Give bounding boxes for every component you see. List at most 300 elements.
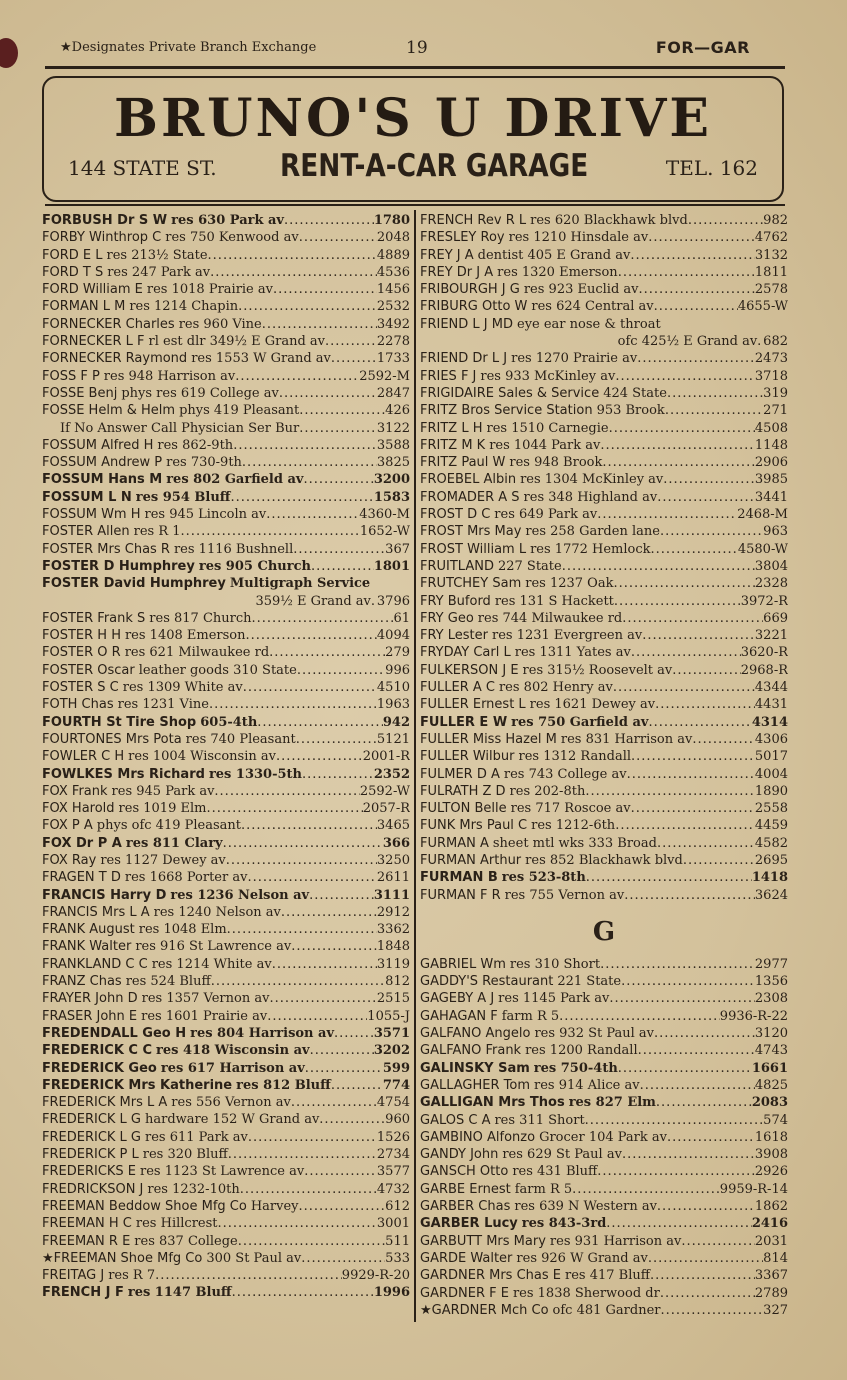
leader-dots	[310, 1042, 374, 1059]
leader-dots	[654, 298, 738, 315]
listing-detail: res 1312 Randall	[518, 749, 632, 765]
page-number: 19	[406, 38, 428, 58]
listing-detail: res 629 St Paul av	[502, 1147, 622, 1163]
listing-entry	[42, 437, 410, 454]
listing-name: FREDENDALL Geo H	[42, 1025, 187, 1041]
listing-detail: res 811 Clary	[125, 835, 223, 851]
leader-dots	[585, 1112, 764, 1129]
leader-dots	[600, 956, 755, 973]
leader-dots	[661, 1302, 764, 1319]
listing-detail: res 258 Garden lane	[525, 524, 660, 540]
phone-number: 4889	[376, 247, 410, 263]
listing-name: FRIBURG Otto W	[420, 299, 528, 315]
leader-dots	[639, 281, 755, 298]
phone-number: 3132	[754, 247, 788, 263]
listing-name: GANDY John	[420, 1147, 499, 1163]
listing-detail: res 802 Henry av	[498, 680, 613, 696]
listing-name: FROST William L	[420, 541, 527, 557]
listing-detail: ofc 481 Gardner	[552, 1302, 661, 1318]
page-range: FOR—GAR	[655, 38, 750, 57]
phone-number: 3111	[373, 887, 410, 903]
phone-number: 3577	[376, 1164, 410, 1180]
listing-name: ★GARDNER Mch Co	[420, 1302, 549, 1318]
phone-number: 3221	[754, 628, 788, 644]
listing-entry	[42, 731, 410, 748]
listing-name: FOX Dr P A	[42, 835, 122, 851]
leader-dots	[624, 887, 755, 904]
leader-dots	[242, 454, 377, 471]
listing-detail: res 311 Short	[494, 1112, 585, 1128]
listing-name: GAHAGAN F	[420, 1008, 498, 1024]
phone-number: 1661	[751, 1060, 788, 1076]
listing-entry	[42, 1267, 410, 1284]
listing-detail: res 523-8th	[501, 870, 586, 886]
phone-number: 1148	[754, 437, 788, 453]
phone-number: 669	[763, 610, 788, 626]
phone-number: 3492	[376, 316, 410, 332]
phone-number: 4536	[376, 264, 410, 280]
listing-entry	[42, 575, 410, 592]
phone-number: 2328	[754, 576, 788, 592]
phone-number: 1733	[376, 351, 410, 367]
phone-number: 1055-J	[367, 1008, 410, 1024]
listing-entry	[42, 506, 410, 523]
listing-detail: res 817 Church	[149, 610, 252, 626]
listing-entry	[42, 973, 410, 990]
leader-dots	[559, 1008, 720, 1025]
phone-number: 4825	[754, 1077, 788, 1093]
phone-number: 963	[763, 524, 788, 540]
phone-number: 1801	[373, 558, 410, 574]
listing-entry	[42, 1284, 410, 1301]
listing-entry	[42, 316, 410, 333]
listing-name: FRITZ Paul W	[420, 455, 506, 471]
phone-number: 574	[763, 1112, 788, 1128]
listing-entry	[420, 1163, 788, 1180]
listing-detail: res 852 Blackhawk blvd	[525, 852, 683, 868]
listing-name: FOSTER Frank S	[42, 610, 146, 626]
listing-detail: res 1621 Dewey av	[529, 697, 656, 713]
listing-entry	[420, 1025, 788, 1042]
leader-dots	[618, 264, 755, 281]
listing-entry	[42, 1042, 410, 1059]
listing-detail: eye ear nose & throat	[517, 316, 661, 332]
listing-detail: res 1210 Hinsdale av	[508, 230, 649, 246]
phone-number: 2847	[376, 385, 410, 401]
listing-entry	[420, 1129, 788, 1146]
leader-dots	[622, 610, 763, 627]
listing-detail: res 837 College	[134, 1233, 238, 1249]
leader-dots	[246, 627, 377, 644]
listing-name: FREDERICK L G	[42, 1112, 141, 1128]
listing-detail: res 620 Blackhawk blvd	[530, 213, 688, 228]
leader-dots	[209, 696, 377, 713]
phone-number: 2912	[376, 904, 410, 920]
listing-entry	[42, 1215, 410, 1232]
phone-number: 1356	[754, 974, 788, 990]
phone-number: 1618	[754, 1129, 788, 1145]
listing-detail: res 1320 Emerson	[497, 264, 618, 280]
listing-name: GAMBINO Alfonzo	[420, 1129, 536, 1145]
phone-number: 1652-W	[359, 524, 410, 540]
listing-detail: res 960 Vine	[178, 316, 262, 332]
listing-detail: res 1309 White av	[122, 680, 243, 696]
listing-detail: res 431 Bluff	[512, 1164, 598, 1180]
listing-entry	[420, 1267, 788, 1284]
leader-dots	[305, 1060, 383, 1077]
listing-name: FRITZ Bros Service Station	[420, 403, 593, 419]
listing-entry	[42, 627, 410, 644]
phone-number: 3250	[376, 852, 410, 868]
listing-name: GARBUTT Mrs Mary	[420, 1233, 546, 1249]
listing-name: FRUITLAND	[420, 558, 494, 574]
listing-detail: 424 State	[603, 385, 667, 401]
leader-dots	[248, 1129, 377, 1146]
leader-dots	[614, 593, 741, 610]
listing-entry	[420, 368, 788, 385]
leader-dots	[688, 212, 763, 229]
listing-detail: res R 7	[108, 1268, 156, 1284]
listing-name: FREDERICKS E	[42, 1164, 137, 1180]
listing-detail: res 954 Bluff	[135, 489, 231, 505]
listing-detail: Harvey	[250, 1198, 299, 1214]
listing-name: FOSTER David Humphrey	[42, 576, 226, 592]
leader-dots	[683, 852, 755, 869]
listing-entry	[42, 333, 410, 350]
listing-name: FRANK August	[42, 922, 135, 938]
listing-detail: res 1311 Yates av	[514, 645, 631, 661]
leader-dots	[252, 610, 394, 627]
leader-dots	[663, 471, 755, 488]
listing-entry	[420, 1250, 788, 1267]
listing-detail: 359½ E Grand av	[255, 593, 371, 609]
leader-dots	[615, 368, 755, 385]
right-column	[420, 212, 788, 1319]
listing-detail: res 750 Kenwood av	[165, 230, 299, 246]
listing-name: FORD T S	[42, 264, 104, 280]
leader-dots	[238, 298, 377, 315]
listing-detail: res 914 Alice av	[534, 1077, 640, 1093]
listing-detail: res 802 Garfield av	[166, 472, 304, 488]
leader-dots	[214, 783, 359, 800]
listing-name: FURMAN B	[420, 870, 498, 886]
listing-entry	[42, 800, 410, 817]
phone-number: 4762	[754, 230, 788, 246]
listing-detail: res 1270 Prairie av	[511, 351, 638, 367]
leader-dots	[606, 1215, 752, 1232]
phone-number: 2057-R	[362, 801, 410, 817]
listing-name: FREEMAN Beddow Shoe Mfg Co	[42, 1198, 247, 1214]
listing-detail: res 556 Vernon av	[171, 1095, 291, 1111]
listing-entry	[420, 766, 788, 783]
listing-name: FREDERICK P L	[42, 1147, 139, 1163]
listing-entry	[420, 471, 788, 488]
listing-name: FRAYER John D	[42, 991, 138, 1007]
listing-name: FOURTONES Mrs Pota	[42, 731, 182, 747]
leader-dots	[226, 852, 377, 869]
listing-detail: res 923 Euclid av	[523, 282, 639, 298]
listing-name: FOX Harold	[42, 801, 115, 817]
leader-dots	[586, 869, 752, 886]
phone-number: 3367	[754, 1268, 788, 1284]
leader-dots	[630, 247, 755, 264]
listing-detail: res 717 Roscoe av	[510, 801, 631, 817]
phone-number: 682	[763, 334, 788, 350]
listing-name: GARBE Ernest	[420, 1181, 511, 1197]
listing-name: FOSTER D Humphrey	[42, 558, 195, 574]
listing-name: FROST Mrs May	[420, 524, 522, 540]
listing-entry	[420, 489, 788, 506]
listing-detail: res 213½ State	[106, 247, 208, 263]
listing-entry	[42, 1111, 410, 1128]
listing-name: FORNECKER Charles	[42, 316, 175, 332]
phone-number: 2416	[751, 1216, 788, 1232]
leader-dots	[279, 385, 377, 402]
listing-entry	[42, 264, 410, 281]
leader-dots	[238, 1233, 385, 1250]
listing-entry	[420, 1302, 788, 1319]
listing-detail: res 1019 Elm	[118, 801, 207, 817]
listing-name: FORNECKER L F	[42, 334, 145, 350]
phone-number: 982	[763, 213, 788, 228]
leader-dots	[572, 1181, 720, 1198]
listing-name: FOWLKES Mrs Richard	[42, 766, 205, 782]
header-rule	[45, 66, 785, 69]
phone-number: 271	[763, 403, 788, 419]
listing-entry	[42, 1181, 410, 1198]
left-column	[42, 212, 410, 1302]
phone-number: 2926	[754, 1164, 788, 1180]
listing-detail: res 812 Bluff	[236, 1077, 331, 1093]
leader-dots	[208, 247, 377, 264]
leader-dots	[241, 817, 377, 834]
listing-name: FURMAN F R	[420, 887, 501, 903]
leader-dots	[228, 1146, 377, 1163]
phone-number: 4580-W	[737, 541, 788, 557]
phone-number: 3718	[754, 368, 788, 384]
listing-entry	[42, 350, 410, 367]
listing-entry	[420, 644, 788, 661]
listing-detail: res 624 Central av	[531, 299, 654, 315]
phone-number: 4743	[754, 1043, 788, 1059]
leader-dots	[281, 904, 377, 921]
listing-name: GALOS C A	[420, 1112, 491, 1128]
leader-dots	[272, 956, 377, 973]
phone-number: 2592-M	[359, 368, 410, 384]
listing-name: FRANCIS Mrs L A	[42, 904, 150, 920]
listing-entry	[42, 817, 410, 834]
listing-detail: res 945 Park av	[111, 783, 215, 799]
listing-entry	[42, 869, 410, 886]
phone-number: 3122	[376, 420, 410, 436]
listing-name: FREDERICK C C	[42, 1043, 153, 1059]
listing-name: FRANKLAND C C	[42, 956, 148, 972]
listing-detail: res 931 Harrison av	[549, 1233, 682, 1249]
listing-detail: res 1237 Oak	[525, 576, 614, 592]
listing-entry	[420, 748, 788, 765]
listing-detail: res 755 Vernon av	[504, 887, 625, 903]
listing-detail: res Hillcrest	[135, 1216, 218, 1232]
listing-detail: res 1553 W Grand av	[191, 351, 331, 367]
phone-number: 2695	[754, 852, 788, 868]
listing-detail: hardware 152 W Grand av	[145, 1112, 320, 1128]
phone-number: 2001-R	[362, 749, 410, 765]
listing-entry	[420, 212, 788, 229]
listing-name: FURMAN Arthur	[420, 852, 522, 868]
listing-name: FULLER Ernest L	[420, 697, 526, 713]
listing-name: FRASER John E	[42, 1008, 138, 1024]
phone-number: 2031	[754, 1233, 788, 1249]
listing-entry	[420, 575, 788, 592]
leader-dots	[296, 731, 377, 748]
leader-dots	[665, 402, 763, 419]
binding-hole	[0, 38, 18, 68]
phone-number: 3624	[754, 887, 788, 903]
leader-dots	[681, 1233, 755, 1250]
leader-dots	[692, 731, 755, 748]
listing-name: FORD E L	[42, 247, 103, 263]
listing-name: FRY Geo	[420, 610, 474, 626]
listing-detail: res 202-8th	[509, 783, 586, 799]
phone-number: 367	[385, 541, 410, 557]
listing-detail: res 320 Bluff	[142, 1147, 228, 1163]
listing-entry	[420, 229, 788, 246]
listing-name: FRIES F J	[420, 368, 477, 384]
leader-dots	[331, 350, 377, 367]
listing-name: GABRIEL Wm	[420, 956, 506, 972]
phone-number: 2468-M	[737, 507, 788, 523]
listing-entry	[42, 835, 410, 852]
leader-dots	[657, 489, 755, 506]
listing-entry	[420, 593, 788, 610]
listing-entry	[42, 1163, 410, 1180]
listing-name: FREDRICKSON J	[42, 1181, 144, 1197]
listing-entry	[42, 1198, 410, 1215]
phone-number: 942	[382, 714, 410, 730]
listing-name: GANSCH Otto	[420, 1164, 509, 1180]
listing-entry	[42, 489, 410, 506]
listing-entry	[420, 316, 788, 333]
phone-number: 1890	[754, 783, 788, 799]
listing-name: FRENCH J F	[42, 1285, 124, 1301]
phone-number: 4754	[376, 1095, 410, 1111]
leader-dots	[243, 679, 377, 696]
right-column-f-listings	[420, 212, 788, 904]
listing-detail: res 862-9th	[157, 437, 234, 453]
listing-entry	[420, 1233, 788, 1250]
leader-dots	[660, 523, 763, 540]
listing-entry	[420, 696, 788, 713]
leader-dots	[284, 212, 374, 229]
listing-name: FORNECKER Raymond	[42, 351, 188, 367]
phone-number: 2906	[754, 455, 788, 471]
leader-dots	[638, 1042, 755, 1059]
listing-detail: res 843-3rd	[521, 1216, 607, 1232]
leader-dots	[299, 1198, 386, 1215]
leader-dots	[597, 506, 737, 523]
listing-name: FOSTER Mrs Chas R	[42, 541, 170, 557]
listing-entry	[42, 541, 410, 558]
phone-number: 4360-M	[359, 507, 410, 523]
listing-name: FRY Lester	[420, 628, 488, 644]
listing-detail: res 1232-10th	[147, 1181, 240, 1197]
leader-dots	[667, 1129, 755, 1146]
listing-detail: 300 St Paul av	[206, 1250, 302, 1266]
listing-name: GALINSKY Sam	[420, 1060, 530, 1076]
listing-detail: res 933 McKinley av	[480, 368, 616, 384]
leader-dots	[303, 471, 373, 488]
listing-detail: res 611 Park av	[145, 1129, 248, 1145]
leader-dots	[600, 437, 755, 454]
listing-name: GARDE Walter	[420, 1250, 513, 1266]
leader-dots	[302, 766, 374, 783]
listing-entry	[42, 1129, 410, 1146]
listing-detail: sheet mtl wks 333 Broad	[492, 835, 657, 851]
phone-number: 4344	[754, 680, 788, 696]
leader-dots	[609, 990, 755, 1007]
listing-name: FREEMAN H C	[42, 1216, 132, 1232]
listing-name: FRANK Walter	[42, 939, 132, 955]
phone-number: 2734	[376, 1147, 410, 1163]
listing-entry	[420, 247, 788, 264]
leader-dots	[299, 402, 385, 419]
listing-detail: res 1123 St Lawrence av	[140, 1164, 305, 1180]
listing-name: FOSTER H H	[42, 628, 121, 644]
listing-name: GALFANO Frank	[420, 1043, 522, 1059]
phone-number: 2352	[373, 766, 410, 782]
phone-number: 4582	[754, 835, 788, 851]
listing-entry	[420, 350, 788, 367]
leader-dots	[304, 1163, 377, 1180]
leader-dots	[631, 800, 755, 817]
listing-entry	[420, 454, 788, 471]
listing-name: FREY Dr J A	[420, 264, 494, 280]
phone-number: 2308	[754, 991, 788, 1007]
phone-number: 3441	[754, 489, 788, 505]
phone-number: 366	[382, 835, 410, 851]
listing-detail: res 310 Short	[509, 956, 601, 972]
listing-name: FROEBEL Albin	[420, 472, 517, 488]
listing-name: FORBUSH Dr S W	[42, 213, 168, 228]
listing-detail: res 1510 Carnegie	[486, 420, 609, 436]
listing-entry	[42, 1077, 410, 1094]
listing-name: FRIBOURGH J G	[420, 282, 520, 298]
leader-dots	[266, 506, 359, 523]
leader-dots	[155, 1267, 342, 1284]
listing-name: FOSSUM L N	[42, 489, 132, 505]
phone-number: 996	[385, 662, 410, 678]
listing-detail: res 621 Milwaukee rd	[124, 645, 270, 661]
listing-detail: res 1018 Prairie av	[146, 282, 273, 298]
listing-name: FULRATH Z D	[420, 783, 506, 799]
listing-detail: res 1147 Bluff	[127, 1285, 232, 1301]
leader-dots	[299, 420, 377, 437]
phone-number: 812	[385, 974, 410, 990]
listing-detail: res 804 Harrison av	[190, 1025, 335, 1041]
listing-entry	[420, 264, 788, 281]
listing-entry	[42, 1008, 410, 1025]
leader-dots	[660, 1285, 755, 1302]
advertisement-box	[42, 76, 784, 202]
listing-detail: res 1668 Porter av	[124, 870, 248, 886]
listing-detail: res 948 Brook	[509, 455, 603, 471]
listing-name: FRANZ Chas	[42, 974, 122, 990]
leader-dots	[291, 938, 377, 955]
listing-entry	[420, 956, 788, 973]
listing-detail: 605-4th	[200, 714, 258, 730]
phone-number: 3362	[376, 922, 410, 938]
listing-entry	[42, 402, 410, 419]
